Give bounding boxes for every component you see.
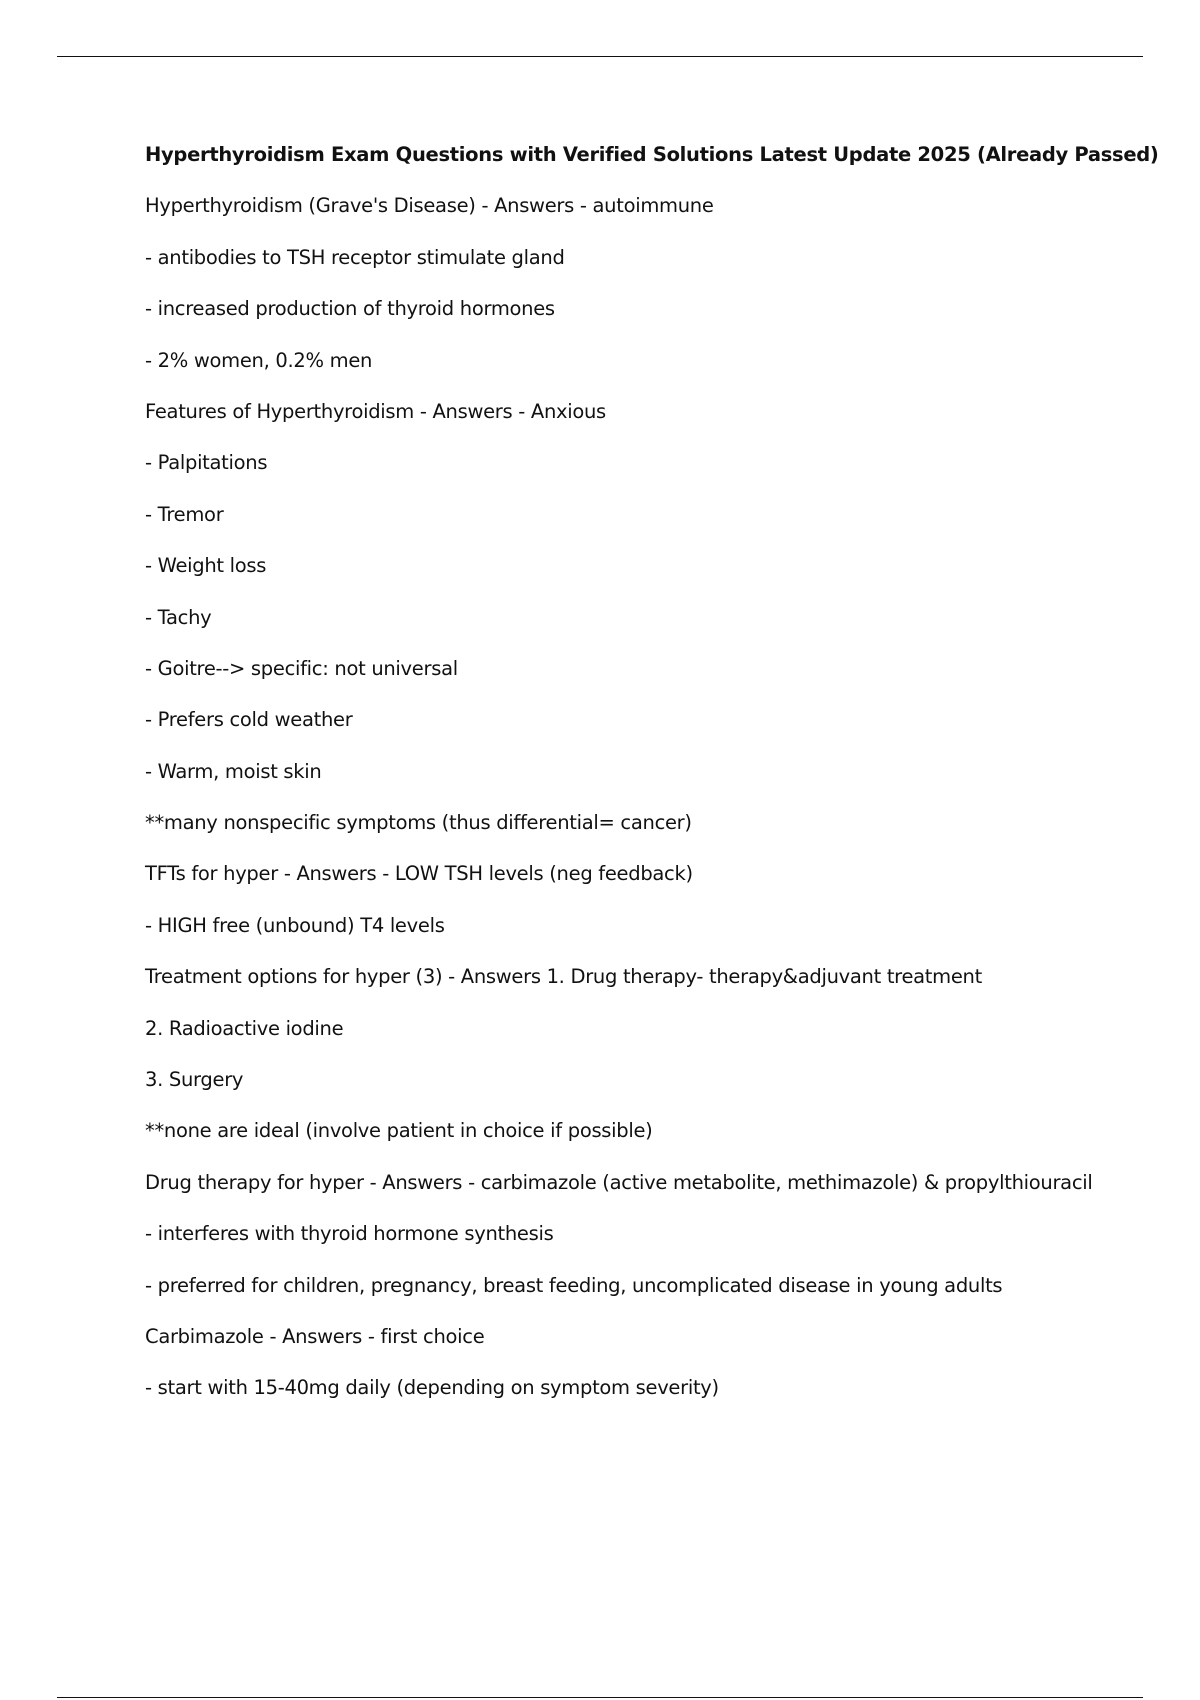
- text-line: 2. Radioactive iodine: [145, 1016, 344, 1040]
- text-line: - 2% women, 0.2% men: [145, 348, 373, 372]
- text-line: - antibodies to TSH receptor stimulate gland: [145, 245, 565, 269]
- header-rule: [57, 56, 1143, 57]
- text-line: **none are ideal (involve patient in choice if possible): [145, 1119, 653, 1143]
- text-line: - Goitre--> specific: not universal: [145, 656, 458, 680]
- text-line: - Prefers cold weather: [145, 708, 353, 732]
- text-line: Hyperthyroidism (Grave's Disease) - Answers - autoimmune: [145, 194, 714, 218]
- text-line: Features of Hyperthyroidism - Answers - Anxious: [145, 399, 606, 423]
- text-line: **many nonspecific symptoms (thus differential= cancer): [145, 811, 692, 835]
- text-line: - interferes with thyroid hormone synthesis: [145, 1222, 554, 1246]
- text-line: - Palpitations: [145, 451, 268, 475]
- text-line: - Weight loss: [145, 554, 267, 578]
- document-title: Hyperthyroidism Exam Questions with Verified Solutions Latest Update 2025 (Already Passed): [145, 143, 1159, 166]
- text-line: - start with 15-40mg daily (depending on symptom severity): [145, 1376, 719, 1400]
- text-line: Drug therapy for hyper - Answers - carbimazole (active metabolite, methimazole) & propylthiouracil: [145, 1170, 1093, 1194]
- document-lines: [145, 194, 1125, 1400]
- document-body: [145, 143, 1159, 1400]
- text-line: - Tremor: [145, 502, 224, 526]
- text-line: - Warm, moist skin: [145, 759, 322, 783]
- footer-rule: [57, 1697, 1143, 1698]
- text-line: - increased production of thyroid hormones: [145, 297, 555, 321]
- text-line: TFTs for hyper - Answers - LOW TSH levels (neg feedback): [145, 862, 693, 886]
- text-line: - Tachy: [145, 605, 212, 629]
- text-line: - preferred for children, pregnancy, breast feeding, uncomplicated disease in young adults: [145, 1273, 1003, 1297]
- text-line: - HIGH free (unbound) T4 levels: [145, 913, 445, 937]
- text-line: Treatment options for hyper (3) - Answers 1. Drug therapy- therapy&adjuvant treatment: [145, 965, 982, 989]
- text-line: 3. Surgery: [145, 1068, 244, 1092]
- text-line: Carbimazole - Answers - first choice: [145, 1324, 485, 1348]
